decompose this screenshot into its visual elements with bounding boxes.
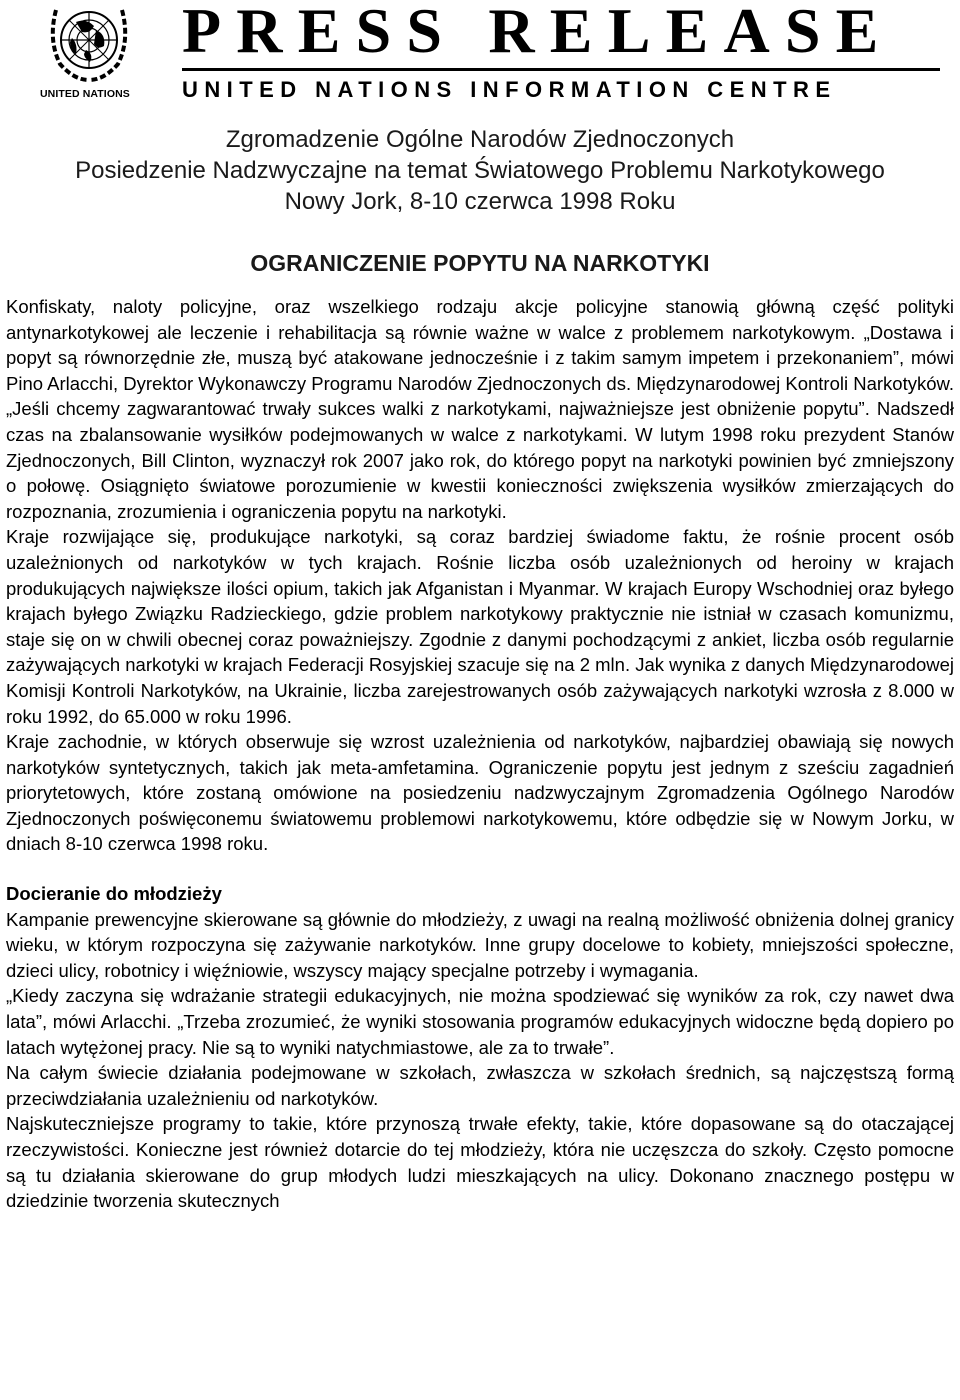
header-rule	[182, 68, 940, 71]
section-heading: Docieranie do młodzieży	[6, 883, 222, 905]
document-titles	[0, 124, 960, 217]
main-heading: OGRANICZENIE POPYTU NA NARKOTYKI	[250, 250, 710, 276]
org-label: UNITED NATIONS	[40, 88, 130, 100]
centre-name: UNITED NATIONS INFORMATION CENTRE	[182, 77, 837, 102]
title-line-2: Posiedzenie Nadzwyczajne na temat Światowego Problemu Narkotykowego	[75, 157, 885, 184]
un-emblem-icon	[40, 0, 140, 82]
paragraph: Konfiskaty, naloty policyjne, oraz wszelkiego rodzaju akcje policyjne stanowią główną część polityki antynarkotykowej ale leczenie i rehabilitacja są równie ważne w walce z problemem narkotykowym. „Dostawa i popyt są równorzędnie złe, muszą być atakowane jednocześnie i z takim samym impetem i przekonaniem”, mówi Pino Arlacchi, Dyrektor Wykonawczy Programu Narodów Zjednoczonych ds. Międzynarodowej Kontroli Narkotyków. „Jeśli chcemy zagwarantować trwały sukces walki z narkotykami, najważniejsze jest obniżenie popytu”. Nadszedł czas na zbalansowanie wysiłków podejmowanych w walce z narkotykami. W lutym 1998 roku prezydent Stanów Zjednoczonych, Bill Clinton, wyznaczył rok 2007 jako rok, do którego popyt na narkotyki powinien być zmniejszony o połowę. Osiągnięto światowe porozumienie w kwestii konieczności zwiększenia wysiłków zmierzających do rozpoznania, zrozumienia i ograniczenia popytu na narkotyki.	[6, 296, 954, 522]
body-text	[6, 294, 954, 1214]
paragraph: Najskuteczniejsze programy to takie, które przynoszą trwałe efekty, takie, które dopasowane są do otaczającej rzeczywistości. Konieczne jest również dotarcie do tej młodzieży, która nie uczęszcza do szkoły. Często pomocne są tu działania skierowane do grup młodych ludzi mieszkających na ulicy. Dokonano znacznego postępu w dziedzinie tworzenia skutecznych	[6, 1113, 954, 1212]
title-line-3: Nowy Jork, 8-10 czerwca 1998 Roku	[284, 188, 676, 215]
paragraph: Kampanie prewencyjne skierowane są głównie do młodzieży, z uwagi na realną możliwość obniżenia dolnej granicy wieku, w którym rozpoczyna się zażywanie narkotyków. Inne grupy docelowe to kobiety, mniejszości społeczne, dzieci ulicy, robotnicy i więźniowie, wszyscy mający specjalne potrzeby i wymagania.	[6, 908, 954, 981]
press-release-header	[0, 0, 960, 110]
paragraph: Kraje rozwijające się, produkujące narkotyki, są coraz bardziej świadome faktu, że rośnie procent osób uzależnionych od narkotyków w tych krajach. Rośnie liczba osób uzależnionych od heroiny w krajach produkujących największe ilości opium, takich jak Afganistan i Myanmar. W krajach Europy Wschodniej oraz byłego krajach byłego Związku Radzieckiego, gdzie problem narkotykowy praktycznie nie istniał w czasach komunizmu, staje się on w chwili obecnej coraz poważniejszy. Zgodnie z danymi pochodzącymi z ankiet, liczba osób regularnie zażywających narkotyki w krajach Federacji Rosyjskiej szacuje się na 2 mln. Jak wynika z danych Międzynarodowej Komisji Kontroli Narkotyków, na Ukrainie, liczba zarejestrowanych osób zażywających narkotyki wzrosła z 8.000 w roku 1992, do 65.000 w roku 1996.	[6, 526, 954, 727]
paragraph: Na całym świecie działania podejmowane w szkołach, zwłaszcza w szkołach średnich, są najczęstszą formą przeciwdziałania uzależnieniu od narkotyków.	[6, 1062, 954, 1109]
paragraph: „Kiedy zaczyna się wdrażanie strategii edukacyjnych, nie można spodziewać się wyników za rok, czy nawet dwa lata”, mówi Arlacchi. „Trzeba zrozumieć, że wyniki stosowania programów edukacyjnych widoczne będą dopiero po latach wytężonej pracy. Nie są to wyniki natychmiastowe, ale za to trwałe”.	[6, 985, 954, 1058]
press-release-title: PRESS RELEASE	[182, 0, 894, 66]
paragraph: Kraje zachodnie, w których obserwuje się wzrost uzależnienia od narkotyków, najbardziej obawiają się nowych narkotyków syntetycznych, takich jak meta-amfetamina. Ograniczenie popytu jest jednym z sześciu zagadnień priorytetowych, które zostaną omówione na posiedzeniu nadzwyczajnym Zgromadzenia Ogólnego Narodów Zjednoczonych poświęconemu światowemu problemowi narkotykowemu, które odbędzie się w Nowym Jorku, w dniach 8-10 czerwca 1998 roku.	[6, 731, 954, 855]
section-gap	[6, 857, 954, 881]
title-line-1: Zgromadzenie Ogólne Narodów Zjednoczonych	[225, 126, 735, 153]
